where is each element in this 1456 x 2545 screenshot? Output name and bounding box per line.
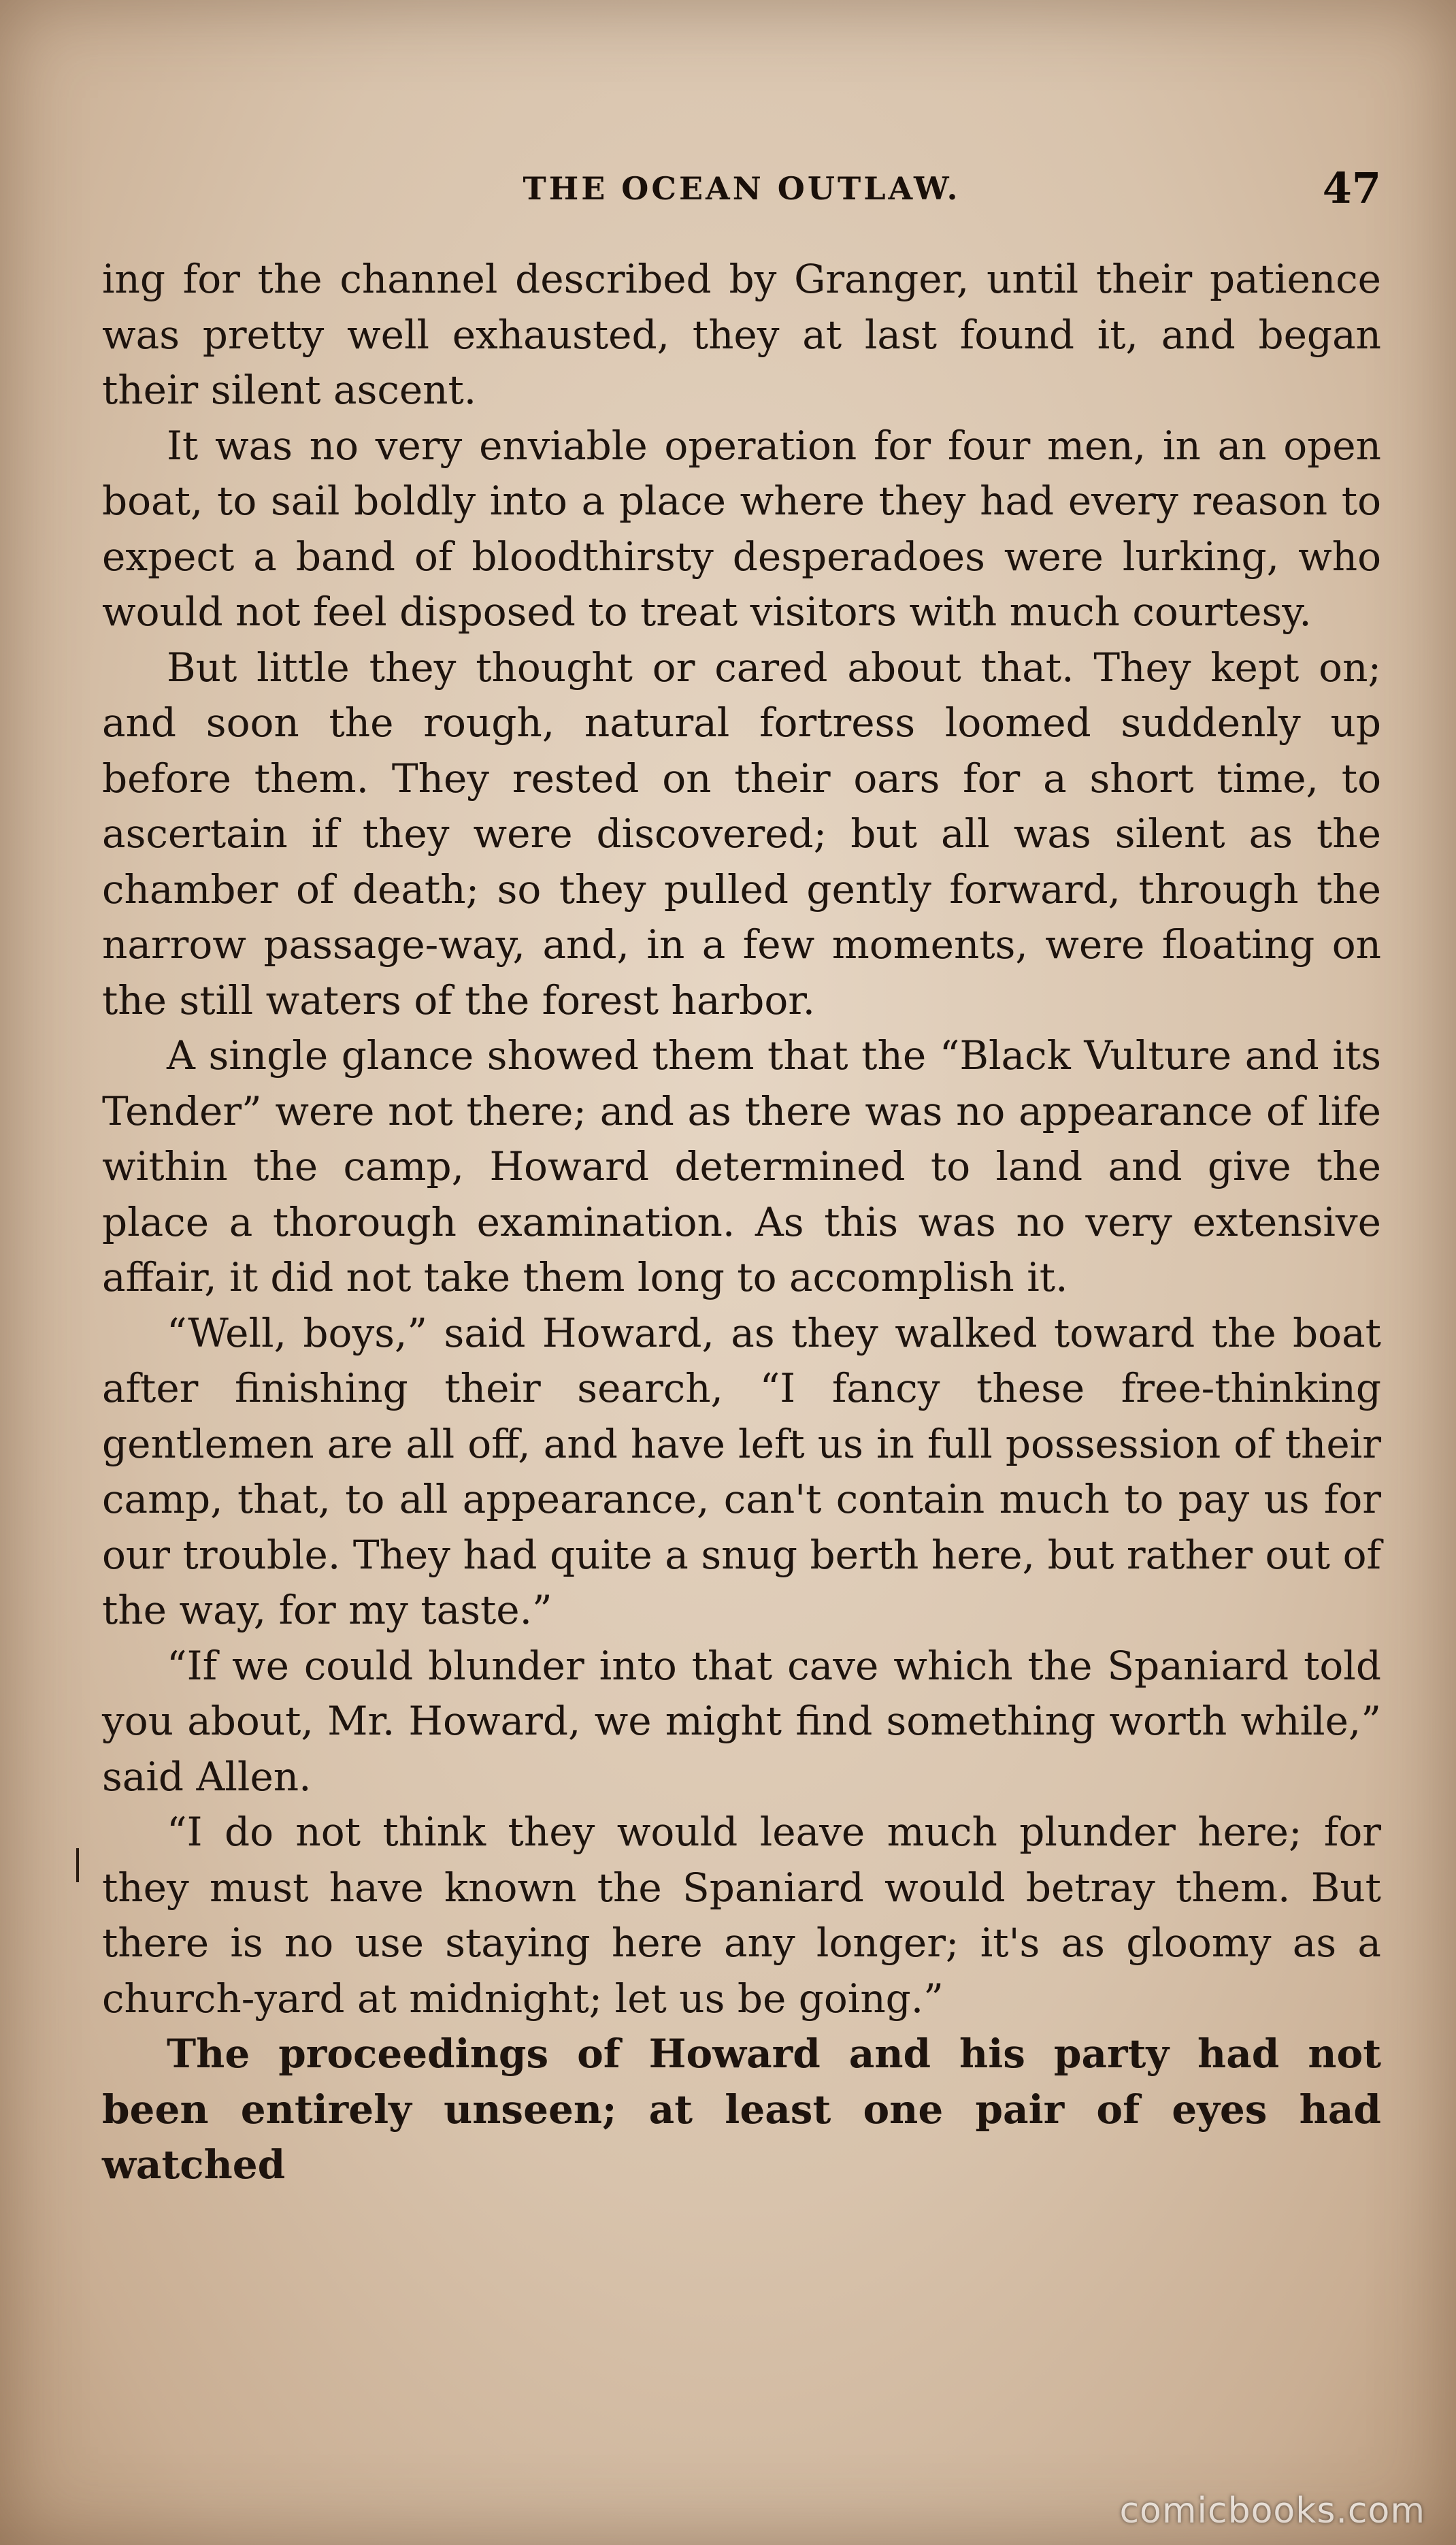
running-title: THE OCEAN OUTLAW. — [523, 170, 961, 207]
pencil-margin-mark — [76, 1848, 79, 1882]
paragraph-final: The proceedings of Howard and his party had not been entirely unseen; at least one pair of eyes had watched — [102, 2031, 1381, 2188]
paragraph: “If we could blunder into that cave which the Spaniard told you about, Mr. Howard, we might find something worth while,” said Allen. — [102, 1642, 1381, 1800]
paragraph-continued: ing for the channel described by Granger, until their patience was pretty well exhausted, they at last found it, and began their silent ascent. — [102, 256, 1381, 413]
paragraph: But little they thought or cared about that. They kept on; and soon the rough, natural fortress loomed suddenly up before them. They rested on their oars for a short time, to ascertain if they were discovered; but all was silent as the chamber of death; so they pulled gently forward, through the narrow passage-way, and, in a few moments, were floating on the still waters of the forest harbor. — [102, 644, 1381, 1023]
paragraph: A single glance showed them that the “Black Vulture and its Tender” were not there; and as there was no appearance of life within the camp, Howard determined to land and give the place a thorough examination. As this was no very extensive affair, it did not take them long to accomplish it. — [102, 1032, 1381, 1300]
source-watermark: comicbooks.com — [1119, 2491, 1425, 2531]
page-header — [102, 163, 1381, 218]
paragraph: It was no very enviable operation for four men, in an open boat, to sail boldly into a place where they had every reason to expect a band of bloodthirsty desperadoes were lurking, who would not feel disposed to treat visitors with much courtesy. — [102, 422, 1381, 635]
paragraph: “Well, boys,” said Howard, as they walked toward the boat after finishing their search, “I fancy these free-thinking gentlemen are all off, and have left us in full possession of their camp, that, to all appearance, can't contain much to pay us for our trouble. They had quite a snug berth here, but rather out of the way, for my taste.” — [102, 1309, 1381, 1633]
paragraph: “I do not think they would leave much plunder here; for they must have known the Spaniard would betray them. But there is no use staying here any longer; it's as gloomy as a church-yard at midnight; let us be going.” — [102, 1809, 1381, 2022]
body-text — [102, 252, 1381, 2193]
page-number: 47 — [1322, 163, 1381, 213]
